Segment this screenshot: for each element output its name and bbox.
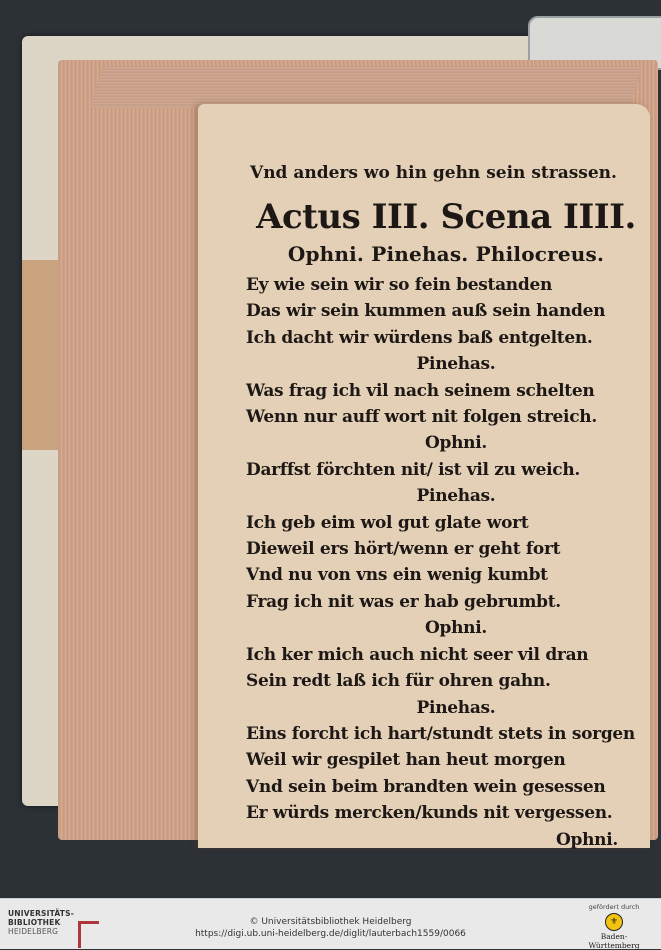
verse-line: Ey wie sein wir so fein bestanden [246,275,553,295]
sponsor-name: Baden-Württemberg [588,932,640,950]
permalink[interactable]: https://digi.ub.uni-heidelberg.de/diglit/lauterbach1559/0066 [195,929,466,939]
speaker-name: Ophni. [556,829,618,850]
verse-line: Ich dacht wir würdens baß entgelten. [246,327,593,348]
speaker-name: Pinehas. [416,486,496,507]
sponsor-logo[interactable] [579,903,649,950]
verse-line: Er würds mercken/kunds nit vergessen. [246,803,613,824]
dramatis-personae: Ophni. Pinehas. Philocreus. [287,242,605,266]
carry-over-line: Vnd anders wo hin gehn sein strassen. [250,163,617,183]
page-block-top [89,66,643,108]
verse-line: Ich geb eim wol gut glate wort [246,512,529,533]
copyright-text: © Universitätsbibliothek Heidelberg [249,917,412,927]
speaker-name: Pinehas. [416,697,496,718]
verse-line: Wenn nur auff wort nit folgen streich. [246,407,597,428]
verse-line: Ich ker mich auch nicht seer vil dran [246,644,589,665]
verse-line: Vnd sein beim brandten wein gesessen [246,776,606,797]
speaker-name: Ophni. [425,618,487,639]
library-name-line1: UNIVERSITÄTS- [8,909,75,918]
verse-line: Was frag ich vil nach seinem schelten [246,380,595,401]
speaker-name: Ophni. [425,433,487,454]
page-text [246,160,646,853]
verse-line: Darffst förchten nit/ ist vil zu weich. [246,459,581,480]
verse-line: Das wir sein kummen auß sein handen [246,301,606,322]
library-name-line3: HEIDELBERG [8,927,59,936]
sponsor-label: gefördert durch [588,903,640,911]
verse-line: Weil wir gespilet han heut morgen [246,750,566,771]
verse-line: Frag ich nit was er hab gebrumbt. [246,591,561,612]
verse-line: Sein redt laß ich für ohren gahn. [246,671,551,692]
verse-block [246,272,646,853]
cover-spine-patch [22,260,58,450]
verse-line: Eins forcht ich hart/stundt stets in sorgen [246,723,635,744]
coat-of-arms-icon: ⚜ [605,913,623,931]
verse-line: Dieweil ers hört/wenn er geht fort [246,539,561,560]
viewer-footer [0,898,661,949]
speaker-name: Pinehas. [416,354,496,375]
library-name-line2: BIBLIOTHEK [8,918,61,927]
verse-line: Vnd nu von vns ein wenig kumbt [246,565,548,586]
scene-heading: Actus III. Scena IIII. [256,197,636,237]
